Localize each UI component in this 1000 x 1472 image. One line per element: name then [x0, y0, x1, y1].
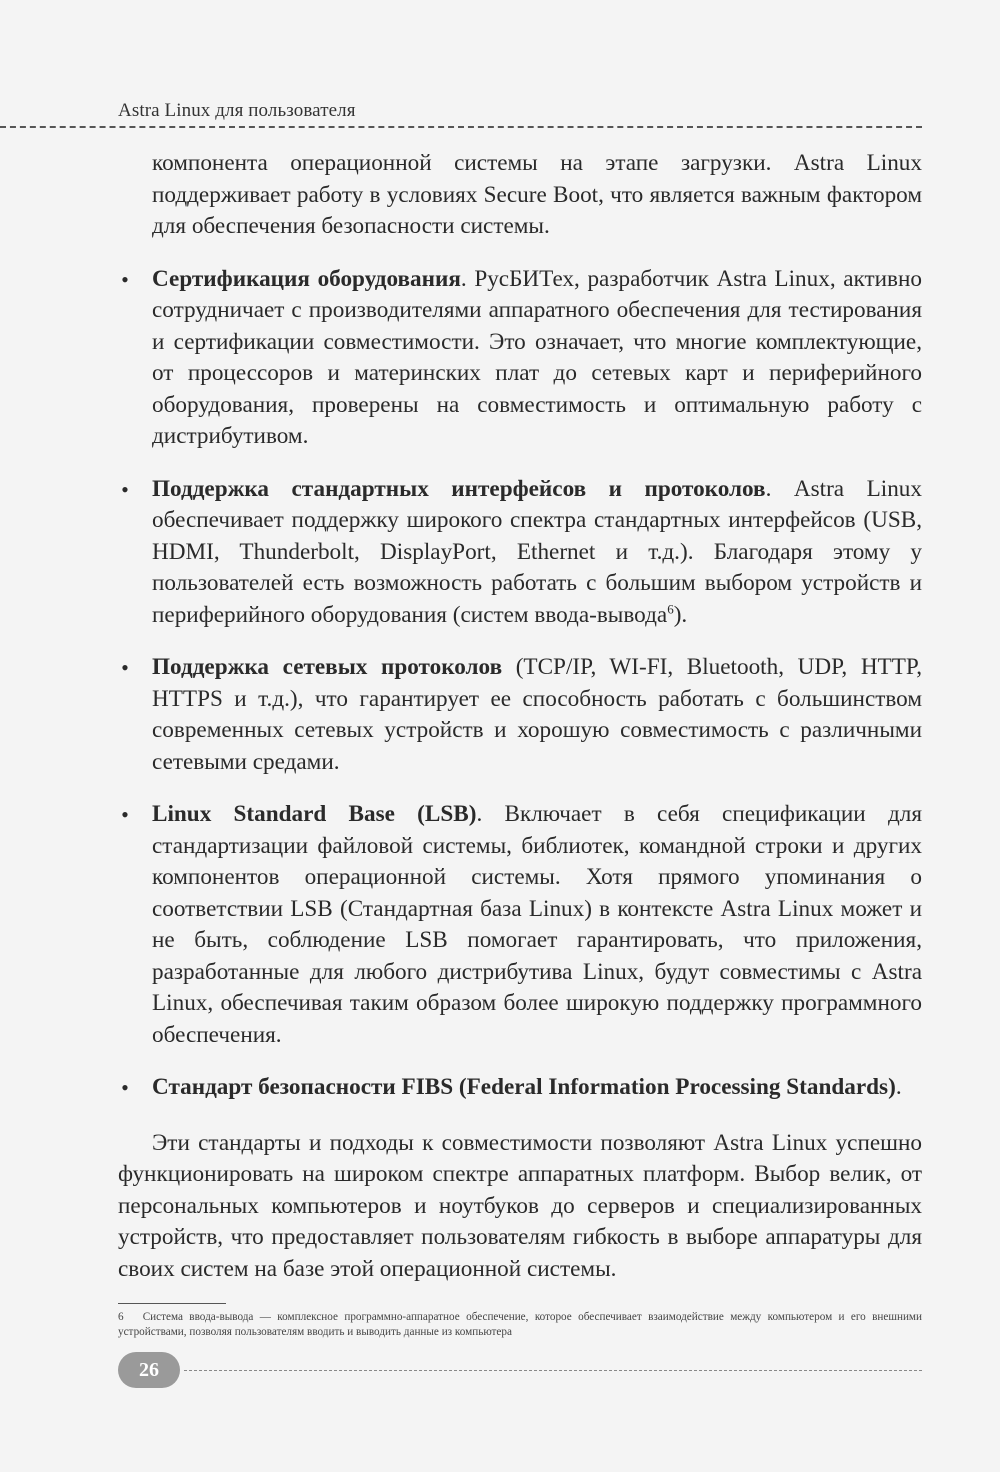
footnote-text: Система ввода-вывода — комплексное программно-аппаратное обеспечение, которое обеспечивает взаимодействие между компьютером и его внешними устройствами, позволяя пользователям вводить и выводить данные из компьютера: [118, 1311, 923, 1338]
bullet-title: Сертификация оборудования: [152, 265, 461, 292]
bullet-title: Поддержка сетевых протоколов: [152, 654, 503, 680]
footer-divider: [184, 1370, 922, 1371]
closing-paragraph: Эти стандарты и подходы к совместимости позволяют Astra Linux успешно функционировать на широком спектре аппаратных платформ. Выбор велик, от персональных компьютеров и ноутбуков до серверов и специализированных устройств, что предоставляет пользователям гибкость в выборе аппаратуры для своих систем на базе этой операционной системы.: [118, 1129, 922, 1282]
bullet-dot-icon: •: [121, 476, 129, 502]
bullet-item: [118, 799, 922, 1051]
page-number: 26: [139, 1358, 159, 1381]
bullet-title: Поддержка стандартных интерфейсов и протоколов: [152, 475, 766, 502]
bullet-dot-icon: •: [121, 1075, 129, 1100]
bullet-text: . РусБИТех, разработчик Astra Linux, активно сотрудничает с производителями аппаратного обеспечения для тестирования и сертификации совместимости. Это означает, что многие комплектующие, от процессоров и материнских плат до сетевых карт и периферийного оборудования, проверены на совместимость и оптимальную работу с дистрибутивом.: [152, 265, 922, 449]
footnote-reference: 6: [667, 600, 674, 616]
bullet-text-tail: ).: [673, 601, 688, 628]
footnote-number: 6: [118, 1311, 124, 1323]
running-header: Astra Linux для пользователя: [118, 100, 356, 121]
page-body: [118, 148, 922, 1285]
bullet-title: Стандарт безопасности FIBS (Federal Information Processing Standards): [152, 1074, 896, 1100]
header-divider: [0, 126, 922, 128]
bullet-text: . Astra Linux обеспечивает поддержку широкого спектра стандартных интерфейсов (USB, HDMI, Thunderbolt, DisplayPort, Ethernet и т.д.). Благодаря этому у пользователей есть возможность работать с большим выбором устройств и периферийного оборудования (систем ввода-вывода: [152, 475, 922, 628]
bullet-item: [118, 474, 922, 632]
bullet-item: [118, 264, 922, 453]
bullet-item: [118, 652, 922, 778]
bullet-dot-icon: •: [121, 266, 129, 292]
footnote-divider: [118, 1303, 226, 1304]
bullet-item: [118, 1072, 922, 1104]
bullet-text: (TCP/IP, WI-FI, Bluetooth, UDP, HTTP, HTTPS и т.д.), что гарантирует ее способность работать с большинством современных сетевых устройств и хорошую совместимость с различными сетевыми средами.: [152, 654, 923, 775]
bullet-text: . Включает в себя спецификации для стандартизации файловой системы, библиотек, командной строки и других компонентов операционной системы. Хотя прямого упоминания о соответствии LSB (Стандартная база Linux) в контексте Astra Linux может и не быть, соблюдение LSB помогает гарантировать, что приложения, разработанные для любого дистрибутива Linux, будут совместимы с Astra Linux, обеспечивая таким образом более широкую поддержку программного обеспечения.: [152, 801, 922, 1048]
page-number-badge: [118, 1352, 180, 1388]
bullet-text: .: [895, 1074, 902, 1100]
footnote: [118, 1310, 922, 1340]
bullet-title: Linux Standard Base (LSB): [152, 801, 477, 827]
bullet-dot-icon: •: [121, 802, 129, 827]
bullet-dot-icon: •: [121, 655, 129, 680]
intro-paragraph: компонента операционной системы на этапе загрузки. Astra Linux поддерживает работу в условиях Secure Boot, что является важным фактором для обеспечения безопасности системы.: [152, 150, 922, 239]
